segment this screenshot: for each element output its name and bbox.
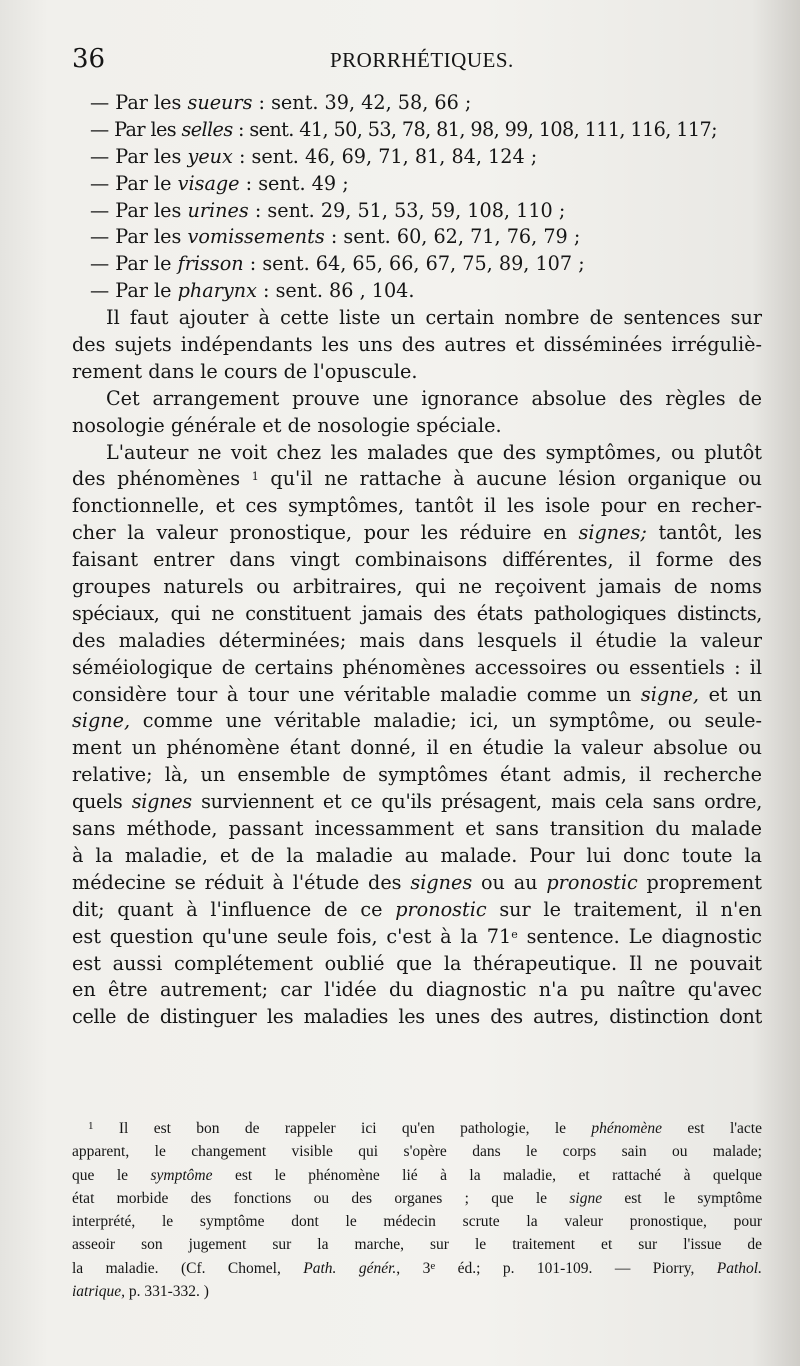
text-line: en être autrement; car l'idée du diagnostic n'a pu naître qu'avec: [72, 978, 762, 1002]
text-line: L'auteur ne voit chez les malades que des symptômes, ou plutôt: [106, 440, 762, 464]
text-line: des phénomènes $^1$ qu'il ne rattache à aucune lésion organique ou: [72, 467, 762, 491]
sign-index-list: [72, 90, 762, 305]
main-text: [72, 90, 762, 1031]
text-line: rement dans le cours de l'opuscule.: [72, 359, 418, 383]
text-line: relative; là, un ensemble de symptômes étant admis, il recherche: [72, 763, 762, 787]
text-line: considère tour à tour une véritable maladie comme un signe, et un: [72, 682, 762, 706]
index-line: — Par le visage : sent. 49 ;: [90, 171, 349, 195]
text-line: des sujets indépendants les uns des autres et disséminées irréguliè-: [72, 333, 762, 357]
text-line: séméiologique de certains phénomènes accessoires ou essentiels : il: [72, 655, 762, 679]
text-line: quels signes surviennent et ce qu'ils présagent, mais cela sans ordre,: [72, 790, 762, 814]
paragraph-1: [72, 305, 762, 386]
text-line: Il faut ajouter à cette liste un certain nombre de sentences sur: [106, 306, 762, 330]
text-line: dit; quant à l'influence de ce pronostic sur le traitement, il n'en: [72, 897, 762, 921]
footnote-line: iatrique, p. 331-332. ): [72, 1283, 209, 1301]
text-line: cher la valeur pronostique, pour les réduire en signes; tantôt, les: [72, 521, 762, 545]
footnote-line: que le symptôme est le phénomène lié à la maladie, et rattaché à quelque: [72, 1166, 762, 1184]
footnote-number: 1: [88, 1120, 94, 1132]
footnote-line: état morbide des fonctions ou des organes ; que le signe est le symptôme: [72, 1189, 762, 1207]
text-line: sans méthode, passant incessamment et sans transition du malade: [72, 817, 762, 841]
index-line: — Par les urines : sent. 29, 51, 53, 59, 108, 110 ;: [90, 198, 566, 222]
footnote-line: $^1$ Il est bon de rappeler ici qu'en pathologie, le phénomène est l'acte: [88, 1120, 762, 1137]
text-line: spéciaux, qui ne constituent jamais des états pathologiques distincts,: [72, 601, 762, 625]
text-line: des maladies déterminées; mais dans lesquels il étudie la valeur: [72, 628, 762, 652]
text-line: signe, comme une véritable maladie; ici, un symptôme, ou seule-: [72, 709, 762, 733]
footnote-line: apparent, le changement visible qui s'opère dans le corps sain ou malade;: [72, 1143, 762, 1161]
footnote: [72, 1117, 762, 1303]
index-line: — Par les yeux : sent. 46, 69, 71, 81, 84, 124 ;: [90, 144, 538, 168]
page-number: 36: [72, 44, 106, 74]
text-line: celle de distinguer les maladies les unes des autres, distinction dont: [72, 1005, 762, 1029]
text-line: nosologie générale et de nosologie spéciale.: [72, 413, 502, 437]
text-line: Cet arrangement prouve une ignorance absolue des règles de: [106, 386, 762, 410]
footnote-line: asseoir son jugement sur la marche, sur le traitement et sur l'issue de: [72, 1236, 762, 1254]
text-line: à la maladie, et de la maladie au malade. Pour lui donc toute la: [72, 843, 762, 867]
page-header: [72, 44, 760, 84]
text-line: fonctionnelle, et ces symptômes, tantôt il les isole pour en recher-: [72, 494, 762, 518]
text-line: est aussi complétement oublié que la thérapeutique. Il ne pouvait: [72, 951, 762, 975]
text-line: faisant entrer dans vingt combinaisons différentes, il forme des: [72, 548, 762, 572]
running-title: PRORRHÉTIQUES.: [330, 48, 514, 72]
footnote-line: la maladie. (Cf. Chomel, Path. génér., 3e éd.; p. 101-109. — Piorry, Pathol.: [72, 1259, 762, 1277]
index-line: — Par le frisson : sent. 64, 65, 66, 67, 75, 89, 107 ;: [90, 252, 585, 276]
index-line: — Par le pharynx : sent. 86 , 104.: [90, 279, 415, 303]
index-line: — Par les selles : sent. 41, 50, 53, 78, 81, 98, 99, 108, 111, 116, 117;: [90, 117, 717, 141]
footnote-marker: 1: [251, 470, 259, 484]
text-line: groupes naturels ou arbitraires, qui ne reçoivent jamais de noms: [72, 575, 762, 599]
paragraph-2: [72, 386, 762, 440]
index-line: — Par les vomissements : sent. 60, 62, 71, 76, 79 ;: [90, 225, 581, 249]
footnote-line: interprété, le symptôme dont le médecin scrute la valeur pronostique, pour: [72, 1213, 762, 1231]
paragraph-3: [72, 440, 762, 1032]
text-line: ment un phénomène étant donné, il en étudie la valeur absolue ou: [72, 736, 762, 760]
text-line: médecine se réduit à l'étude des signes ou au pronostic proprement: [72, 870, 762, 894]
text-line: est question qu'une seule fois, c'est à la 71e sentence. Le diagnostic: [72, 924, 762, 948]
index-line: — Par les sueurs : sent. 39, 42, 58, 66 ;: [90, 91, 472, 114]
